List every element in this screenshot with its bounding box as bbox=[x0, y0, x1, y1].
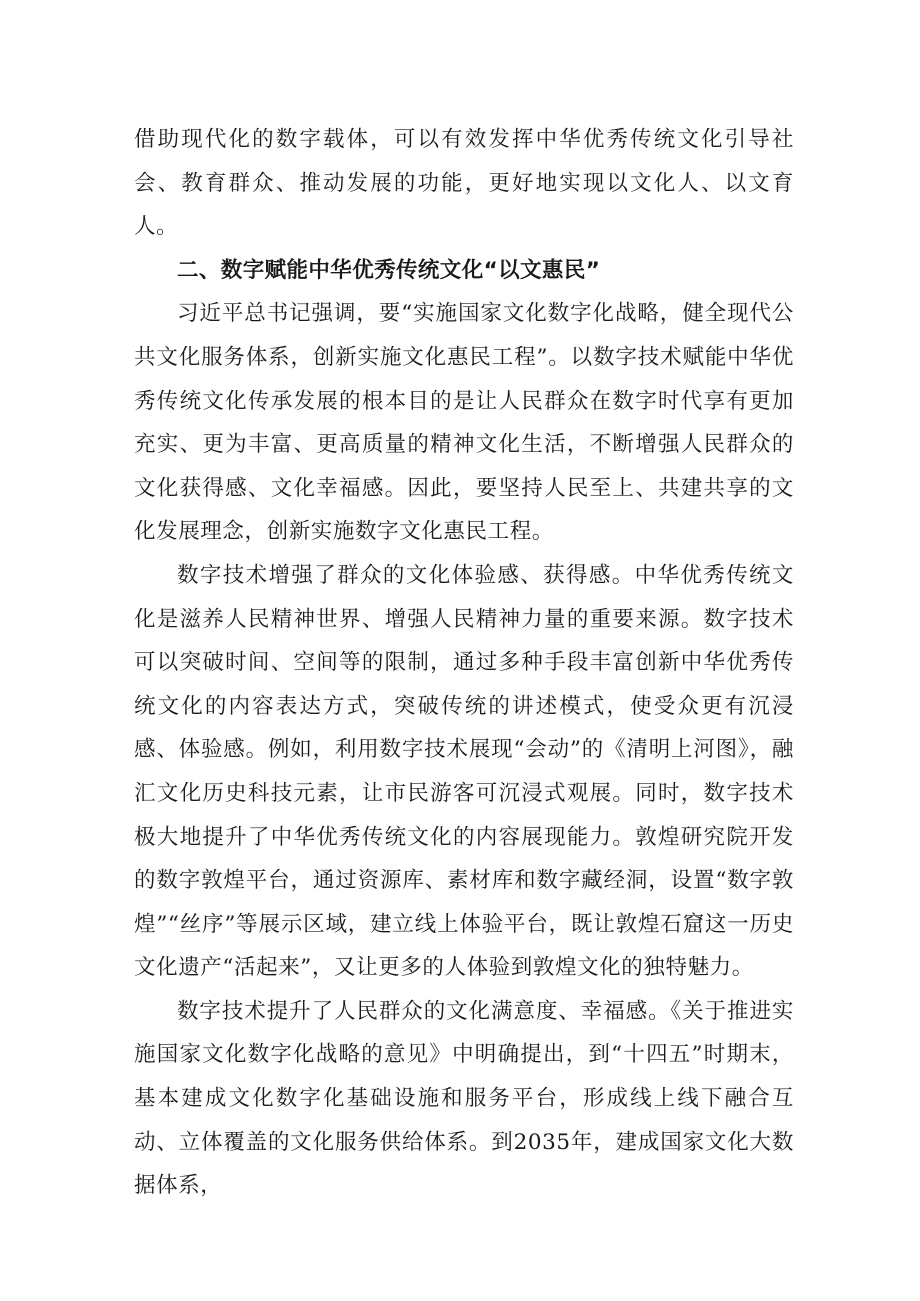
body-paragraph-2: 数字技术增强了群众的文化体验感、获得感。中华优秀传统文化是滋养人民精神世界、增强人民精神力量的重要来源。数字技术可以突破时间、空间等的限制，通过多种手段丰富创新中华优秀传统文化的内容表达方式，突破传统的讲述模式，使受众更有沉浸感、体验感。例如，利用数字技术展现“会动”的《清明上河图》，融汇文化历史科技元素，让市民游客可沉浸式观展。同时，数字技术极大地提升了中华优秀传统文化的内容展现能力。敦煌研究院开发的数字敦煌平台，通过资源库、素材库和数字藏经洞，设置“数字敦煌”“丝序”等展示区域，建立线上体验平台，既让敦煌石窟这一历史文化遗产“活起来”，又让更多的人体验到敦煌文化的独特魅力。 bbox=[134, 562, 794, 981]
section-heading: 二、数字赋能中华优秀传统文化“以文惠民” bbox=[177, 257, 601, 283]
continuation-paragraph: 借助现代化的数字载体，可以有效发挥中华优秀传统文化引导社会、教育群众、推动发展的功能，更好地实现以文化人、以文育人。 bbox=[134, 127, 794, 240]
body-paragraph-1: 习近平总书记强调，要“实施国家文化数字化战略，健全现代公共文化服务体系，创新实施文化惠民工程”。以数字技术赋能中华优秀传统文化传承发展的根本目的是让人民群众在数字时代享有更加充实、更为丰富、更高质量的精神文化生活，不断增强人民群众的文化获得感、文化幸福感。因此，要坚持人民至上、共建共享的文化发展理念，创新实施数字文化惠民工程。 bbox=[134, 301, 794, 545]
body-paragraph-3: 数字技术提升了人民群众的文化满意度、幸福感。《关于推进实施国家文化数字化战略的意见》中明确提出，到“十四五”时期末，基本建成文化数字化基础设施和服务平台，形成线上线下融合互动、立体覆盖的文化服务供给体系。到2035年，建成国家文化大数据体系， bbox=[134, 998, 794, 1199]
document-body bbox=[134, 118, 794, 1208]
